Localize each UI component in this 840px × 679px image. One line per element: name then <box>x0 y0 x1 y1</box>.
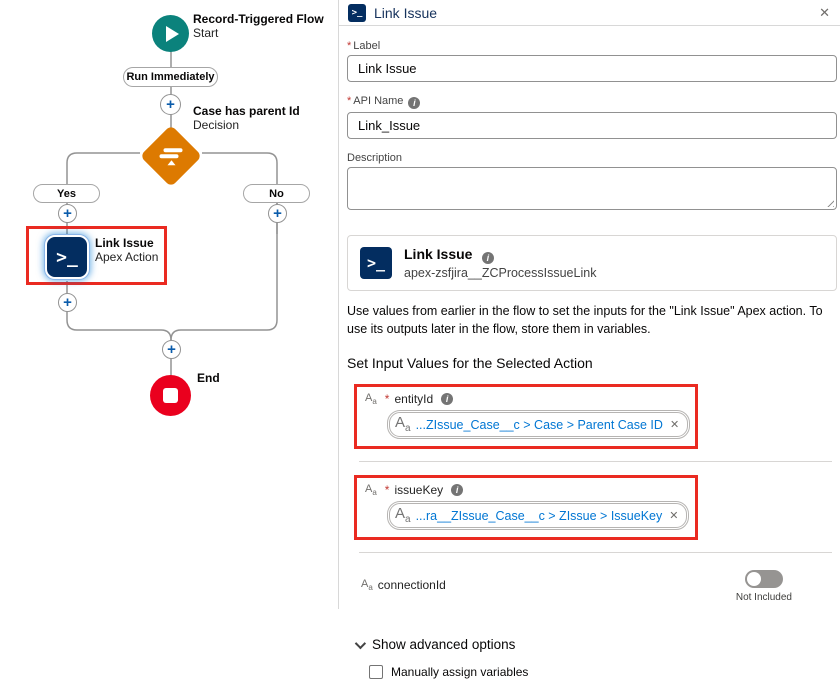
label-field-label: Label <box>353 40 381 52</box>
show-advanced-options-label: Show advanced options <box>372 637 516 653</box>
add-element-button-yes[interactable]: + <box>58 204 77 223</box>
show-advanced-options-toggle[interactable] <box>355 637 836 652</box>
section-title: Set Input Values for the Selected Action <box>347 355 593 372</box>
entityid-combobox[interactable] <box>387 410 690 439</box>
divider <box>359 552 832 553</box>
text-type-icon: $A_a$ <box>365 391 377 406</box>
run-immediately-pill[interactable]: Run Immediately <box>123 67 218 87</box>
flow-canvas <box>0 0 338 609</box>
text-type-icon: $A_a$ <box>361 577 373 592</box>
manually-assign-checkbox[interactable] <box>369 665 383 679</box>
close-icon[interactable]: ✕ <box>819 5 830 20</box>
required-asterisk: * <box>347 40 352 52</box>
connectionid-param-name: connectionId <box>377 578 446 593</box>
apex-action-node[interactable] <box>45 235 89 279</box>
help-text: Use values from earlier in the flow to set the inputs for the "Link Issue" Apex action. To use its outputs later in the flow, store them in variables. <box>347 304 823 337</box>
remove-pill-icon[interactable]: ✕ <box>669 510 679 523</box>
entityid-param-name: entityId <box>394 392 434 407</box>
action-summary-card <box>347 235 837 291</box>
apex-action-icon: >_ <box>348 4 366 22</box>
decision-icon <box>162 148 181 165</box>
text-type-icon: $A_a$ <box>395 414 411 435</box>
add-element-button-after-apex[interactable]: + <box>58 293 77 312</box>
play-icon <box>166 26 179 42</box>
info-icon[interactable]: i <box>451 484 463 496</box>
panel-header <box>339 0 840 26</box>
required-asterisk: * <box>384 483 390 498</box>
branch-no-pill[interactable]: No <box>243 184 310 203</box>
end-node[interactable] <box>150 375 191 416</box>
issuekey-param-name: issueKey <box>394 483 444 498</box>
manually-assign-label: Manually assign variables <box>391 665 529 679</box>
entityid-field-highlight <box>354 384 698 449</box>
add-element-button[interactable]: + <box>160 94 181 115</box>
description-field-label: Description <box>347 152 403 164</box>
required-asterisk: * <box>384 392 390 407</box>
description-textarea[interactable] <box>347 167 837 210</box>
add-element-button-no[interactable]: + <box>268 204 287 223</box>
action-card-title: Link Issue <box>404 246 473 262</box>
decision-node-subtitle: Decision <box>193 118 240 132</box>
issuekey-combobox[interactable] <box>387 501 689 530</box>
action-card-api-name: apex-zsfjira__ZCProcessIssueLink <box>404 266 597 280</box>
flow-connectors <box>0 0 338 609</box>
resize-handle-icon[interactable] <box>825 198 834 207</box>
description-field <box>347 152 836 210</box>
issuekey-resource-value: ...ra__ZIssue_Case__c > ZIssue > IssueKey <box>415 508 663 523</box>
divider <box>359 461 832 462</box>
label-input[interactable] <box>347 55 837 82</box>
start-node[interactable] <box>152 15 189 52</box>
terminal-icon: >_ <box>56 246 78 268</box>
text-type-icon: $A_a$ <box>365 482 377 497</box>
branch-yes-pill[interactable]: Yes <box>33 184 100 203</box>
decision-node-title: Case has parent Id <box>193 104 300 118</box>
apex-action-icon: >_ <box>360 247 392 279</box>
toggle-knob <box>747 572 761 586</box>
required-asterisk: * <box>347 95 352 107</box>
panel-title: Link Issue <box>374 4 438 21</box>
api-name-input[interactable] <box>347 112 837 139</box>
entityid-resource-pill[interactable] <box>389 412 688 437</box>
stop-icon <box>163 388 178 403</box>
remove-pill-icon[interactable]: ✕ <box>669 419 680 432</box>
info-icon[interactable]: i <box>441 393 453 405</box>
info-icon[interactable]: i <box>482 252 494 264</box>
end-node-label: End <box>197 371 220 385</box>
label-field <box>347 40 836 82</box>
text-type-icon: $A_a$ <box>395 505 411 526</box>
info-icon[interactable]: i <box>408 97 420 109</box>
property-editor-panel <box>338 0 840 679</box>
connectionid-row <box>361 570 792 603</box>
issuekey-resource-pill[interactable] <box>389 503 687 528</box>
entityid-resource-value: ...ZIssue_Case__c > Case > Parent Case ID <box>415 417 663 432</box>
apex-node-subtitle: Apex Action <box>95 250 159 264</box>
issuekey-field-highlight <box>354 475 698 540</box>
connectionid-toggle[interactable] <box>745 570 783 588</box>
start-node-title: Record-Triggered Flow <box>193 12 324 26</box>
toggle-state-label: Not Included <box>735 592 792 604</box>
api-name-field-label: API Name <box>353 95 404 107</box>
add-element-button-merge[interactable]: + <box>162 340 181 359</box>
start-node-subtitle: Start <box>193 26 219 40</box>
chevron-down-icon <box>355 638 366 649</box>
api-name-field <box>347 95 836 139</box>
manually-assign-row <box>369 665 836 679</box>
apex-node-title: Link Issue <box>95 236 154 250</box>
